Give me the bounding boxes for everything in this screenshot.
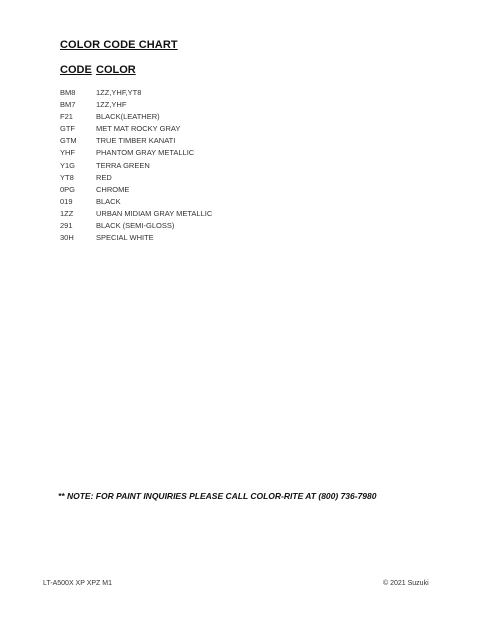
row-code: YHF	[60, 148, 75, 158]
table-row	[60, 87, 212, 99]
table-row	[60, 220, 212, 232]
row-code: 291	[60, 221, 73, 231]
row-code: GTM	[60, 136, 77, 146]
row-color: MET MAT ROCKY GRAY	[96, 124, 181, 134]
row-color: TRUE TIMBER KANATI	[96, 136, 176, 146]
row-color: RED	[96, 172, 112, 182]
row-code: Y1G	[60, 160, 76, 170]
table-row	[60, 208, 212, 220]
table-row	[60, 99, 212, 111]
row-code: BM7	[60, 100, 76, 110]
table-row	[60, 172, 212, 184]
paint-inquiry-note: ** NOTE: FOR PAINT INQUIRIES PLEASE CALL COLOR-RITE AT (800) 736-7980	[58, 491, 377, 501]
table-row	[60, 160, 212, 172]
row-color: SPECIAL WHITE	[96, 233, 154, 243]
table-row	[60, 135, 212, 147]
page-title: COLOR CODE CHART	[60, 39, 178, 51]
column-header-color: COLOR	[96, 64, 136, 76]
table-header	[60, 64, 136, 76]
table-row	[60, 123, 212, 135]
row-color: PHANTOM GRAY METALLIC	[96, 148, 195, 158]
row-color: BLACK(LEATHER)	[96, 112, 160, 122]
row-color: CHROME	[96, 184, 130, 194]
row-color: BLACK	[96, 196, 121, 206]
table-row	[60, 147, 212, 159]
row-color: BLACK (SEMI-GLOSS)	[96, 221, 175, 231]
row-code: 019	[60, 196, 73, 206]
row-code: BM8	[60, 88, 76, 97]
row-color: TERRA GREEN	[96, 160, 150, 170]
table-row	[60, 196, 212, 208]
row-code: F21	[60, 112, 73, 122]
table-row	[60, 184, 212, 196]
table-row	[60, 232, 212, 244]
row-color: 1ZZ,YHF	[96, 100, 127, 110]
row-color: 1ZZ,YHF,YT8	[96, 88, 142, 97]
footer-copyright: © 2021 Suzuki	[383, 580, 429, 587]
color-code-table	[60, 87, 212, 244]
column-header-code: CODE	[60, 64, 92, 76]
table-row	[60, 111, 212, 123]
row-code: 30H	[60, 233, 74, 243]
row-code: 0PG	[60, 184, 76, 194]
footer-model: LT-A500X XP XPZ M1	[43, 580, 112, 587]
row-color: URBAN MIDIAM GRAY METALLIC	[96, 208, 213, 218]
row-code: 1ZZ	[60, 208, 74, 218]
row-code: YT8	[60, 172, 74, 182]
row-code: GTF	[60, 124, 75, 134]
